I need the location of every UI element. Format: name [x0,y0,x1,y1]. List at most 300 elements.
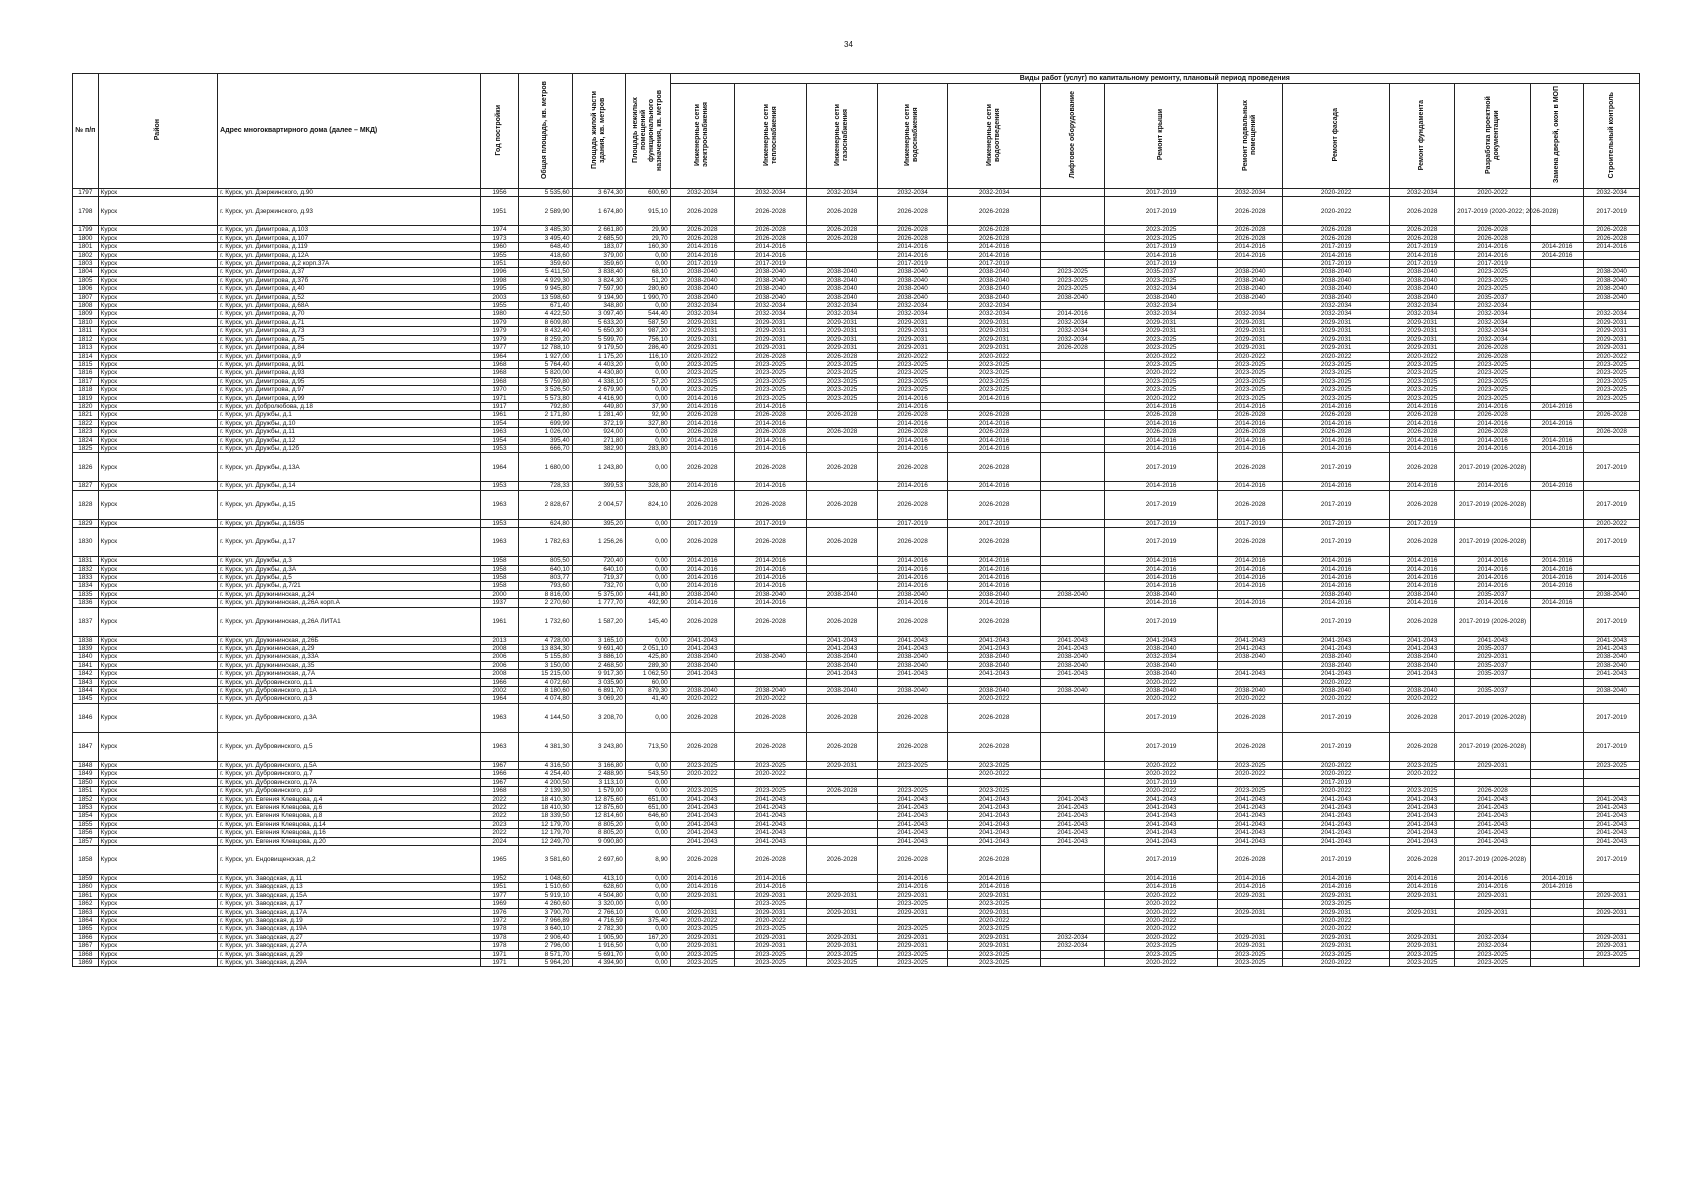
cell-water: 2032-2034 [877,302,947,310]
cell-design-docs: 2023-2025 [1455,276,1531,284]
cell-elevator [1041,925,1105,933]
cell-district: Курск [98,360,218,368]
cell-total-area: 3 150,00 [519,661,572,669]
table-row [73,761,1640,769]
cell-doors-windows [1530,933,1583,941]
cell-address: г. Курск, ул. Димитрова, д.93 [218,369,481,377]
cell-heating: 2023-2025 [734,925,807,933]
cell-facade: 2017-2019 [1283,732,1390,761]
cell-living-area: 1 916,50 [572,942,625,950]
cell-living-area: 3 243,80 [572,732,625,761]
cell-num: 1812 [73,335,99,343]
cell-living-area: 413,10 [572,874,625,882]
cell-total-area: 2 828,67 [519,490,572,519]
cell-water [877,695,947,703]
cell-roof: 2023-2025 [1105,377,1218,385]
cell-facade: 2023-2025 [1283,369,1390,377]
cell-water: 2041-2043 [877,837,947,845]
cell-doors-windows [1530,428,1583,436]
cell-roof: 2014-2016 [1105,883,1218,891]
cell-heating: 2038-2040 [734,276,807,284]
cell-facade: 2020-2022 [1283,197,1390,226]
cell-gas [807,925,877,933]
cell-year: 1963 [480,428,518,436]
cell-heating: 2023-2025 [734,959,807,967]
cell-roof: 2023-2025 [1105,950,1218,958]
cell-year: 1967 [480,761,518,769]
cell-year: 1977 [480,891,518,899]
cell-gas [807,900,877,908]
cell-elevator [1041,369,1105,377]
cell-nonres-area: 0,00 [625,925,670,933]
cell-basement: 2023-2025 [1218,386,1283,394]
cell-electric: 2020-2022 [670,770,734,778]
cell-design-docs: 2023-2025 [1455,394,1531,402]
cell-district: Курск [98,436,218,444]
cell-water: 2026-2028 [877,226,947,234]
cell-electric: 2041-2043 [670,812,734,820]
cell-living-area: 1 579,00 [572,787,625,795]
cell-total-area: 8 816,00 [519,590,572,598]
cell-living-area: 6 891,70 [572,687,625,695]
cell-roof: 2020-2022 [1105,678,1218,686]
cell-num: 1868 [73,950,99,958]
cell-total-area: 3 581,60 [519,845,572,874]
cell-living-area: 720,40 [572,557,625,565]
cell-roof: 2023-2025 [1105,276,1218,284]
cell-facade: 2014-2016 [1283,574,1390,582]
cell-living-area: 1 256,26 [572,528,625,557]
header-works-group: Виды работ (услуг) по капитальному ремонту, плановый период проведения [670,74,1639,84]
cell-roof: 2032-2034 [1105,310,1218,318]
cell-basement: 2029-2031 [1218,318,1283,326]
header-work-11: Замена дверей, окон в МОП [1530,84,1583,189]
cell-doors-windows [1530,189,1583,197]
cell-gas: 2029-2031 [807,933,877,941]
cell-foundation: 2023-2025 [1390,377,1455,385]
cell-facade: 2029-2031 [1283,933,1390,941]
cell-address: г. Курск, ул. Димитрова, д.103 [218,226,481,234]
cell-total-area: 13 598,60 [519,293,572,301]
cell-living-area: 4 403,20 [572,360,625,368]
cell-design-docs: 2032-2034 [1455,933,1531,941]
cell-district: Курск [98,820,218,828]
cell-district: Курск [98,528,218,557]
cell-sewer: 2014-2016 [948,557,1041,565]
cell-total-area: 2 589,90 [519,197,572,226]
table-row [73,845,1640,874]
cell-foundation: 2014-2016 [1390,251,1455,259]
cell-electric: 2032-2034 [670,189,734,197]
cell-design-docs: 2041-2043 [1455,795,1531,803]
header-work-12: Строительный контроль [1584,84,1640,189]
cell-electric: 2029-2031 [670,327,734,335]
cell-nonres-area: 0,00 [625,302,670,310]
cell-living-area: 395,20 [572,519,625,527]
cell-district: Курск [98,189,218,197]
cell-address: г. Курск, ул. Дубровинского, д.1А [218,687,481,695]
cell-district: Курск [98,394,218,402]
cell-heating: 2026-2028 [734,234,807,242]
cell-sewer: 2014-2016 [948,482,1041,490]
cell-living-area: 12 875,60 [572,795,625,803]
cell-doors-windows [1530,812,1583,820]
cell-heating: 2023-2025 [734,394,807,402]
cell-basement: 2014-2016 [1218,482,1283,490]
table-row [73,582,1640,590]
cell-foundation: 2038-2040 [1390,661,1455,669]
cell-construction-control: 2014-2016 [1584,243,1640,251]
cell-water: 2014-2016 [877,599,947,607]
cell-total-area: 12 179,70 [519,829,572,837]
cell-construction-control: 2014-2016 [1584,574,1640,582]
cell-foundation: 2029-2031 [1390,908,1455,916]
cell-foundation: 2029-2031 [1390,318,1455,326]
cell-sewer: 2041-2043 [948,636,1041,644]
cell-living-area: 3 035,90 [572,678,625,686]
cell-year: 2013 [480,636,518,644]
cell-roof: 2017-2019 [1105,732,1218,761]
cell-design-docs: 2026-2028 [1455,234,1531,242]
cell-construction-control: 2023-2025 [1584,394,1640,402]
cell-construction-control: 2026-2028 [1584,234,1640,242]
cell-nonres-area: 0,00 [625,436,670,444]
cell-district: Курск [98,678,218,686]
table-row [73,916,1640,924]
cell-total-area: 4 144,50 [519,703,572,732]
cell-gas: 2026-2028 [807,845,877,874]
table-row [73,933,1640,941]
cell-design-docs [1455,925,1531,933]
cell-water: 2023-2025 [877,369,947,377]
cell-electric: 2041-2043 [670,820,734,828]
cell-gas [807,770,877,778]
cell-design-docs: 2023-2025 [1455,268,1531,276]
cell-nonres-area: 0,00 [625,959,670,967]
cell-living-area: 2 697,60 [572,845,625,874]
cell-heating: 2014-2016 [734,436,807,444]
cell-heating: 2041-2043 [734,795,807,803]
cell-doors-windows [1530,590,1583,598]
cell-living-area: 9 090,80 [572,837,625,845]
table-row [73,812,1640,820]
cell-living-area: 7 597,90 [572,285,625,293]
table-row [73,335,1640,343]
cell-gas [807,916,877,924]
cell-district: Курск [98,234,218,242]
cell-num: 1867 [73,942,99,950]
cell-sewer: 2041-2043 [948,829,1041,837]
cell-heating: 2038-2040 [734,590,807,598]
cell-heating: 2014-2016 [734,574,807,582]
cell-foundation: 2023-2025 [1390,787,1455,795]
cell-design-docs [1455,778,1531,786]
cell-sewer: 2038-2040 [948,590,1041,598]
cell-total-area: 4 929,30 [519,276,572,284]
cell-facade: 2020-2022 [1283,695,1390,703]
table-row [73,891,1640,899]
cell-district: Курск [98,276,218,284]
cell-design-docs: 2014-2016 [1455,557,1531,565]
cell-elevator [1041,436,1105,444]
cell-gas: 2026-2028 [807,453,877,482]
cell-year: 1963 [480,528,518,557]
cell-total-area: 1 732,60 [519,607,572,636]
cell-nonres-area: 0,00 [625,891,670,899]
cell-total-area: 666,70 [519,444,572,452]
cell-address: г. Курск, ул. Димитрова, д.9 [218,352,481,360]
cell-year: 1971 [480,950,518,958]
table-row [73,687,1640,695]
cell-sewer: 2029-2031 [948,942,1041,950]
cell-foundation: 2029-2031 [1390,327,1455,335]
cell-construction-control: 2023-2025 [1584,950,1640,958]
cell-water: 2032-2034 [877,189,947,197]
cell-district: Курск [98,803,218,811]
cell-elevator [1041,482,1105,490]
cell-address: г. Курск, ул. Дубровинского, д.1 [218,678,481,686]
cell-living-area: 2 661,80 [572,226,625,234]
cell-num: 1815 [73,360,99,368]
cell-living-area: 2 488,90 [572,770,625,778]
cell-construction-control: 2017-2019 [1584,528,1640,557]
cell-num: 1855 [73,820,99,828]
cell-living-area: 1 587,20 [572,607,625,636]
cell-address: г. Курск, ул. Евгения Клевцова, д.4 [218,795,481,803]
cell-roof: 2038-2040 [1105,670,1218,678]
cell-year: 1964 [480,453,518,482]
cell-basement [1218,590,1283,598]
cell-address: г. Курск, ул. Евгения Клевцова, д.20 [218,837,481,845]
cell-facade: 2029-2031 [1283,335,1390,343]
cell-year: 2023 [480,820,518,828]
cell-basement: 2029-2031 [1218,344,1283,352]
cell-design-docs: 2035-2037 [1455,293,1531,301]
cell-heating: 2014-2016 [734,582,807,590]
cell-water: 2041-2043 [877,820,947,828]
cell-basement: 2020-2022 [1218,770,1283,778]
cell-basement [1218,925,1283,933]
cell-total-area: 5 764,40 [519,360,572,368]
cell-num: 1835 [73,590,99,598]
cell-roof: 2029-2031 [1105,327,1218,335]
cell-facade: 2017-2019 [1283,453,1390,482]
cell-construction-control: 2017-2019 [1584,845,1640,874]
cell-heating: 2029-2031 [734,942,807,950]
cell-electric: 2017-2019 [670,260,734,268]
cell-elevator: 2038-2040 [1041,590,1105,598]
cell-heating: 2029-2031 [734,327,807,335]
cell-facade: 2041-2043 [1283,636,1390,644]
cell-gas: 2029-2031 [807,344,877,352]
cell-electric: 2038-2040 [670,687,734,695]
cell-gas: 2026-2028 [807,197,877,226]
cell-total-area: 5 964,20 [519,959,572,967]
cell-doors-windows: 2014-2016 [1530,251,1583,259]
cell-gas [807,874,877,882]
cell-year: 1968 [480,369,518,377]
cell-roof: 2023-2025 [1105,386,1218,394]
cell-doors-windows [1530,703,1583,732]
cell-design-docs [1455,519,1531,527]
cell-sewer: 2014-2016 [948,243,1041,251]
cell-facade: 2017-2019 [1283,778,1390,786]
cell-num: 1806 [73,285,99,293]
cell-year: 1953 [480,519,518,527]
cell-address: г. Курск, ул. Димитрова, д.107 [218,234,481,242]
cell-heating: 2014-2016 [734,251,807,259]
cell-design-docs: 2023-2025 [1455,369,1531,377]
cell-water: 2041-2043 [877,670,947,678]
cell-doors-windows [1530,908,1583,916]
cell-roof: 2014-2016 [1105,251,1218,259]
cell-foundation: 2032-2034 [1390,302,1455,310]
cell-num: 1819 [73,394,99,402]
cell-facade: 2029-2031 [1283,344,1390,352]
cell-construction-control: 2041-2043 [1584,837,1640,845]
cell-water [877,770,947,778]
cell-construction-control: 2038-2040 [1584,687,1640,695]
cell-water: 2014-2016 [877,436,947,444]
cell-facade: 2020-2022 [1283,761,1390,769]
cell-living-area: 5 599,70 [572,335,625,343]
cell-roof: 2017-2019 [1105,189,1218,197]
cell-gas [807,678,877,686]
cell-doors-windows [1530,636,1583,644]
cell-district: Курск [98,812,218,820]
table-row [73,268,1640,276]
cell-gas: 2038-2040 [807,661,877,669]
cell-facade: 2041-2043 [1283,820,1390,828]
cell-total-area: 699,99 [519,419,572,427]
cell-foundation: 2026-2028 [1390,528,1455,557]
table-row [73,959,1640,967]
cell-electric: 2023-2025 [670,377,734,385]
cell-design-docs: 2017-2019 (2026-2028) [1455,528,1531,557]
cell-num: 1818 [73,386,99,394]
cell-doors-windows [1530,942,1583,950]
cell-design-docs: 2014-2016 [1455,482,1531,490]
cell-water: 2026-2028 [877,428,947,436]
header-work-8: Ремонт фасада [1283,84,1390,189]
cell-year: 1965 [480,845,518,874]
cell-doors-windows [1530,276,1583,284]
cell-water: 2023-2025 [877,900,947,908]
cell-doors-windows [1530,925,1583,933]
cell-nonres-area: 2 051,10 [625,645,670,653]
cell-num: 1848 [73,761,99,769]
cell-basement: 2026-2028 [1218,234,1283,242]
cell-elevator: 2041-2043 [1041,670,1105,678]
cell-sewer: 2029-2031 [948,344,1041,352]
cell-basement [1218,778,1283,786]
cell-doors-windows: 2014-2016 [1530,243,1583,251]
cell-basement: 2020-2022 [1218,695,1283,703]
cell-doors-windows [1530,678,1583,686]
cell-nonres-area: 92,90 [625,411,670,419]
cell-electric: 2029-2031 [670,908,734,916]
cell-doors-windows [1530,268,1583,276]
cell-basement: 2014-2016 [1218,436,1283,444]
cell-sewer: 2014-2016 [948,582,1041,590]
cell-nonres-area: 0,00 [625,636,670,644]
cell-construction-control: 2020-2022 [1584,352,1640,360]
cell-doors-windows [1530,916,1583,924]
cell-gas [807,837,877,845]
cell-facade: 2038-2040 [1283,268,1390,276]
cell-address: г. Курск, ул. Заводская, д.19А [218,925,481,933]
cell-district: Курск [98,557,218,565]
cell-year: 1968 [480,787,518,795]
cell-water: 2014-2016 [877,402,947,410]
cell-district: Курск [98,661,218,669]
cell-construction-control [1584,925,1640,933]
cell-design-docs: 2014-2016 [1455,874,1531,882]
cell-nonres-area: 0,00 [625,703,670,732]
cell-roof: 2017-2019 [1105,519,1218,527]
cell-district: Курск [98,942,218,950]
cell-electric: 2014-2016 [670,251,734,259]
cell-water: 2023-2025 [877,787,947,795]
cell-design-docs: 2017-2019 (2026-2028) [1455,490,1531,519]
cell-sewer: 2026-2028 [948,528,1041,557]
cell-sewer: 2026-2028 [948,234,1041,242]
cell-heating: 2032-2034 [734,310,807,318]
cell-water: 2026-2028 [877,703,947,732]
cell-facade: 2020-2022 [1283,787,1390,795]
cell-sewer: 2026-2028 [948,732,1041,761]
cell-gas [807,820,877,828]
cell-sewer: 2020-2022 [948,695,1041,703]
cell-construction-control [1584,582,1640,590]
cell-elevator [1041,234,1105,242]
table-row [73,678,1640,686]
cell-heating: 2014-2016 [734,599,807,607]
cell-heating: 2023-2025 [734,360,807,368]
cell-roof: 2041-2043 [1105,829,1218,837]
table-row [73,369,1640,377]
cell-elevator [1041,874,1105,882]
cell-construction-control [1584,770,1640,778]
cell-facade: 2032-2034 [1283,302,1390,310]
cell-doors-windows [1530,327,1583,335]
cell-total-area: 8 432,40 [519,327,572,335]
cell-gas: 2038-2040 [807,687,877,695]
table-row [73,645,1640,653]
table-row [73,908,1640,916]
cell-sewer: 2029-2031 [948,327,1041,335]
cell-sewer: 2041-2043 [948,645,1041,653]
header-work-10: Разработка проектной документации [1455,84,1531,189]
cell-district: Курск [98,590,218,598]
cell-year: 1953 [480,444,518,452]
cell-living-area: 1 175,20 [572,352,625,360]
cell-roof: 2020-2022 [1105,394,1218,402]
cell-elevator: 2023-2025 [1041,285,1105,293]
cell-living-area: 2 004,57 [572,490,625,519]
table-row [73,695,1640,703]
cell-basement: 2014-2016 [1218,574,1283,582]
cell-elevator [1041,444,1105,452]
cell-sewer: 2029-2031 [948,933,1041,941]
cell-address: г. Курск, ул. Дружининская, д.26А ЛИТА1 [218,607,481,636]
cell-address: г. Курск, ул. Дружининская, д.35 [218,661,481,669]
cell-doors-windows [1530,837,1583,845]
cell-year: 1964 [480,352,518,360]
cell-num: 1863 [73,908,99,916]
cell-num: 1861 [73,891,99,899]
cell-address: г. Курск, ул. Дубровинского, д.7 [218,770,481,778]
